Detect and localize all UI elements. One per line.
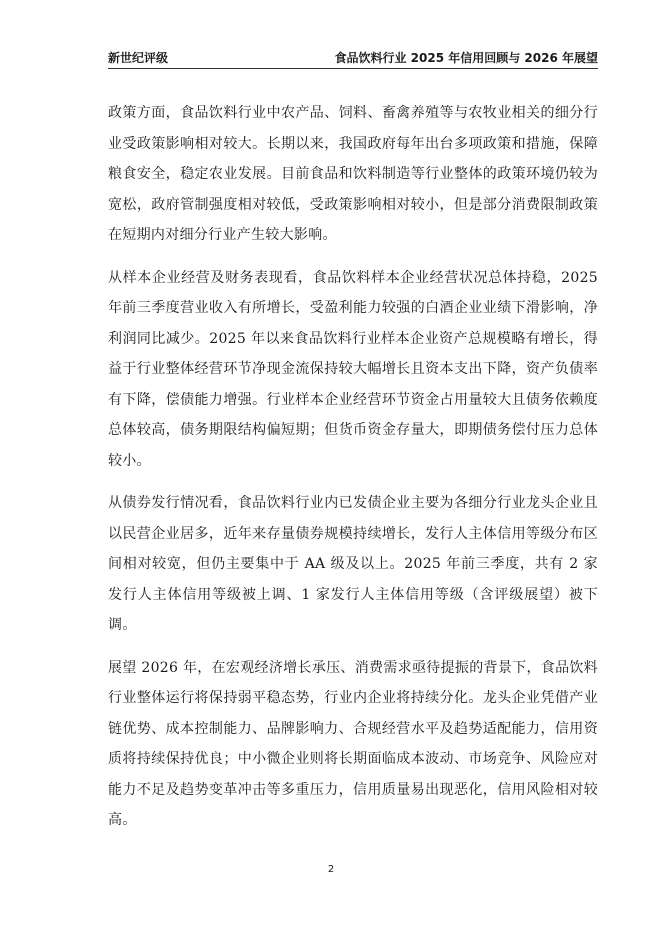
page-header [108,46,598,66]
header-divider [108,68,598,69]
paragraph-financial-performance: 从样本企业经营及财务表现看，食品饮料样本企业经营状况总体持稳，2025 年前三季度营业收入有所增长，受盈利能力较强的白酒企业业绩下滑影响，净利润同比减少。2025 年以来食品饮料行业样本企业资产总规模略有增长，得益于行业整体经营环节净现金流保持较大幅增长且资本支出下降，资产负债率有下降，偿债能力增强。行业样本企业经营环节资金占用量较大且债务依赖度总体较高，债务期限结构偏短期；但货币资金存量大，即期债务偿付压力总体较小。 [108,269,598,469]
header-org-name: 新世纪评级 [108,51,169,65]
paragraph-bond-issuance: 从债券发行情况看，食品饮料行业内已发债企业主要为各细分行业龙头企业且以民营企业居多，近年来存量债券规模持续增长，发行人主体信用等级分布区间相对较宽，但仍主要集中于 AA 级及以上。2025 年前三季度，共有 2 家发行人主体信用等级被上调、1 家发行人主体信用等级（含评级展望）被下调。 [108,495,598,633]
header-report-title: 食品饮料行业 2025 年信用回顾与 2026 年展望 [334,51,598,65]
paragraph-outlook-2026: 展望 2026 年，在宏观经济增长承压、消费需求亟待提振的背景下，食品饮料行业整体运行将保持弱平稳态势，行业内企业将持续分化。龙头企业凭借产业链优势、成本控制能力、品牌影响力、合规经营水平及趋势适配能力，信用资质将持续保持优良；中小微企业则将长期面临成本波动、市场竞争、风险应对能力不足及趋势变革冲击等多重压力，信用质量易出现恶化，信用风险相对较高。 [108,659,598,828]
paragraph-policy: 政策方面，食品饮料行业中农产品、饲料、畜禽养殖等与农牧业相关的细分行业受政策影响相对较大。长期以来，我国政府每年出台多项政策和措施，保障粮食安全，稳定农业发展。目前食品和饮料制造等行业整体的政策环境仍较为宽松，政府管制强度相对较低，受政策影响相对较小，但是部分消费限制政策在短期内对细分行业产生较大影响。 [108,105,598,243]
page-number: 2 [327,864,335,875]
report-body [108,98,598,848]
